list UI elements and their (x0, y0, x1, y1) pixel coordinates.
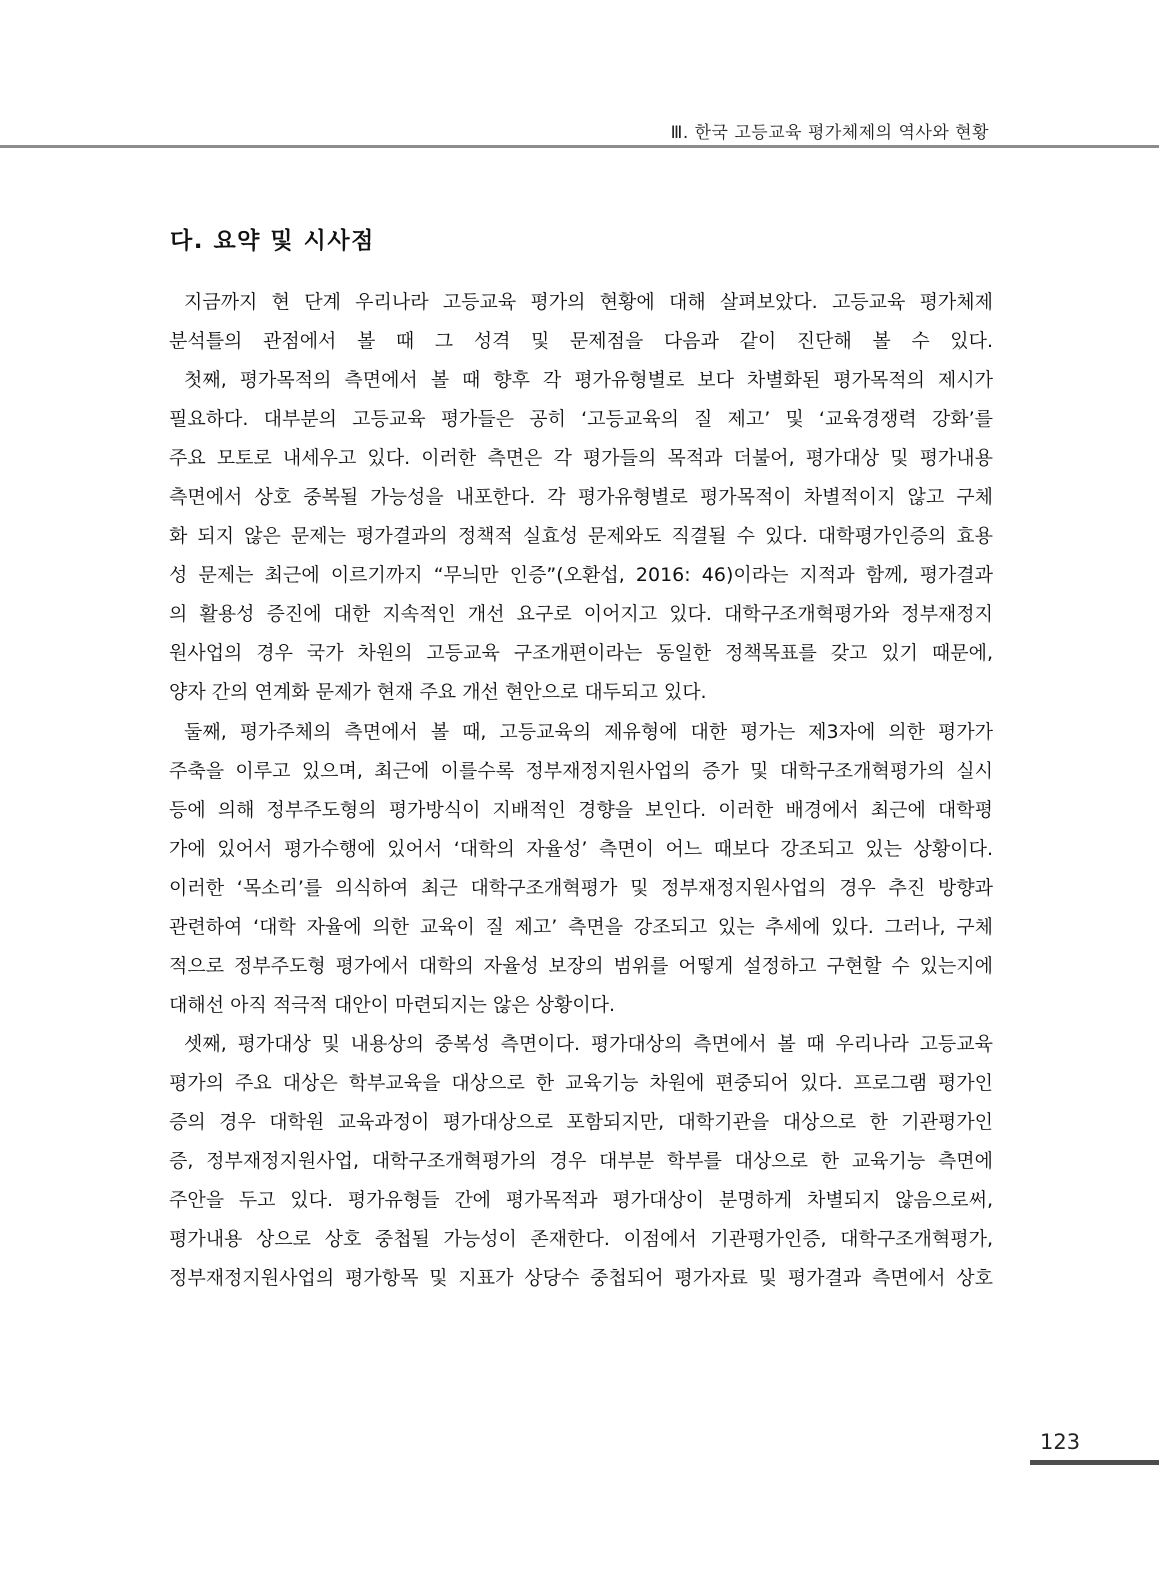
body-line: 첫째, 평가목적의 측면에서 볼 때 향후 각 평가유형별로 보다 차별화된 평가목적의 제시가 (184, 369, 993, 392)
body-line: 이러한 ‘목소리’를 의식하여 최근 대학구조개혁평가 및 정부재정지원사업의 경우 추진 방향과 (169, 876, 993, 899)
body-line: 주안을 두고 있다. 평가유형들 간에 평가목적과 평가대상이 분명하게 차별되지 않음으로써, (169, 1189, 993, 1212)
body-line: 양자 간의 연계화 문제가 현재 주요 개선 현안으로 대두되고 있다. (169, 681, 707, 704)
page-number: 123 (1040, 1430, 1081, 1454)
body-line: 셋째, 평가대상 및 내용상의 중복성 측면이다. 평가대상의 측면에서 볼 때 우리나라 고등교육 (184, 1032, 993, 1055)
body-line: 둘째, 평가주체의 측면에서 볼 때, 고등교육의 제유형에 대한 평가는 제3자에 의한 평가가 (184, 720, 993, 743)
body-line: 측면에서 상호 중복될 가능성을 내포한다. 각 평가유형별로 평가목적이 차별적이지 않고 구체 (169, 486, 993, 509)
body-line: 원사업의 경우 국가 차원의 고등교육 구조개편이라는 동일한 정책목표를 갖고 있기 때문에, (169, 642, 993, 665)
body-line: 등에 의해 정부주도형의 평가방식이 지배적인 경향을 보인다. 이러한 배경에서 최근에 대학평 (169, 798, 993, 821)
running-header: Ⅲ. 한국 고등교육 평가체제의 역사와 현황 (670, 123, 989, 143)
body-line: 평가내용 상으로 상호 중첩될 가능성이 존재한다. 이점에서 기관평가인증, 대학구조개혁평가, (169, 1228, 993, 1251)
body-line: 증의 경우 대학원 교육과정이 평가대상으로 포함되지만, 대학기관을 대상으로 한 기관평가인 (169, 1110, 993, 1133)
header-rule (0, 145, 1159, 148)
body-text (169, 283, 993, 1298)
body-line: 대해선 아직 적극적 대안이 마련되지는 않은 상황이다. (169, 993, 616, 1016)
body-line: 정부재정지원사업의 평가항목 및 지표가 상당수 중첩되어 평가자료 및 평가결과 측면에서 상호 (169, 1267, 993, 1290)
body-line: 주요 모토로 내세우고 있다. 이러한 측면은 각 평가들의 목적과 더불어, 평가대상 및 평가내용 (169, 447, 993, 470)
body-line: 증, 정부재정지원사업, 대학구조개혁평가의 경우 대부분 학부를 대상으로 한 교육기능 측면에 (169, 1150, 993, 1173)
body-line: 평가의 주요 대상은 학부교육을 대상으로 한 교육기능 차원에 편중되어 있다. 프로그램 평가인 (169, 1071, 993, 1094)
footer-rule (1030, 1460, 1159, 1465)
body-line: 분석틀의 관점에서 볼 때 그 성격 및 문제점을 다음과 같이 진단해 볼 수 있다. (169, 330, 993, 353)
body-line: 가에 있어서 평가수행에 있어서 ‘대학의 자율성’ 측면이 어느 때보다 강조되고 있는 상황이다. (169, 837, 993, 860)
body-line: 주축을 이루고 있으며, 최근에 이를수록 정부재정지원사업의 증가 및 대학구조개혁평가의 실시 (169, 759, 993, 782)
body-line: 지금까지 현 단계 우리나라 고등교육 평가의 현황에 대해 살펴보았다. 고등교육 평가체제 (184, 291, 993, 313)
body-line: 화 되지 않은 문제는 평가결과의 정책적 실효성 문제와도 직결될 수 있다. 대학평가인증의 효용 (169, 525, 993, 548)
section-title: 다. 요약 및 시사점 (170, 228, 375, 254)
body-line: 성 문제는 최근에 이르기까지 “무늬만 인증”(오환섭, 2016: 46)이라는 지적과 함께, 평가결과 (169, 564, 993, 587)
body-line: 필요하다. 대부분의 고등교육 평가들은 공히 ‘고등교육의 질 제고’ 및 ‘교육경쟁력 강화’를 (169, 408, 993, 431)
body-line: 관련하여 ‘대학 자율에 의한 교육이 질 제고’ 측면을 강조되고 있는 추세에 있다. 그러나, 구체 (169, 915, 993, 938)
body-line: 의 활용성 증진에 대한 지속적인 개선 요구로 이어지고 있다. 대학구조개혁평가와 정부재정지 (169, 603, 993, 626)
body-line: 적으로 정부주도형 평가에서 대학의 자율성 보장의 범위를 어떻게 설정하고 구현할 수 있는지에 (169, 954, 993, 977)
